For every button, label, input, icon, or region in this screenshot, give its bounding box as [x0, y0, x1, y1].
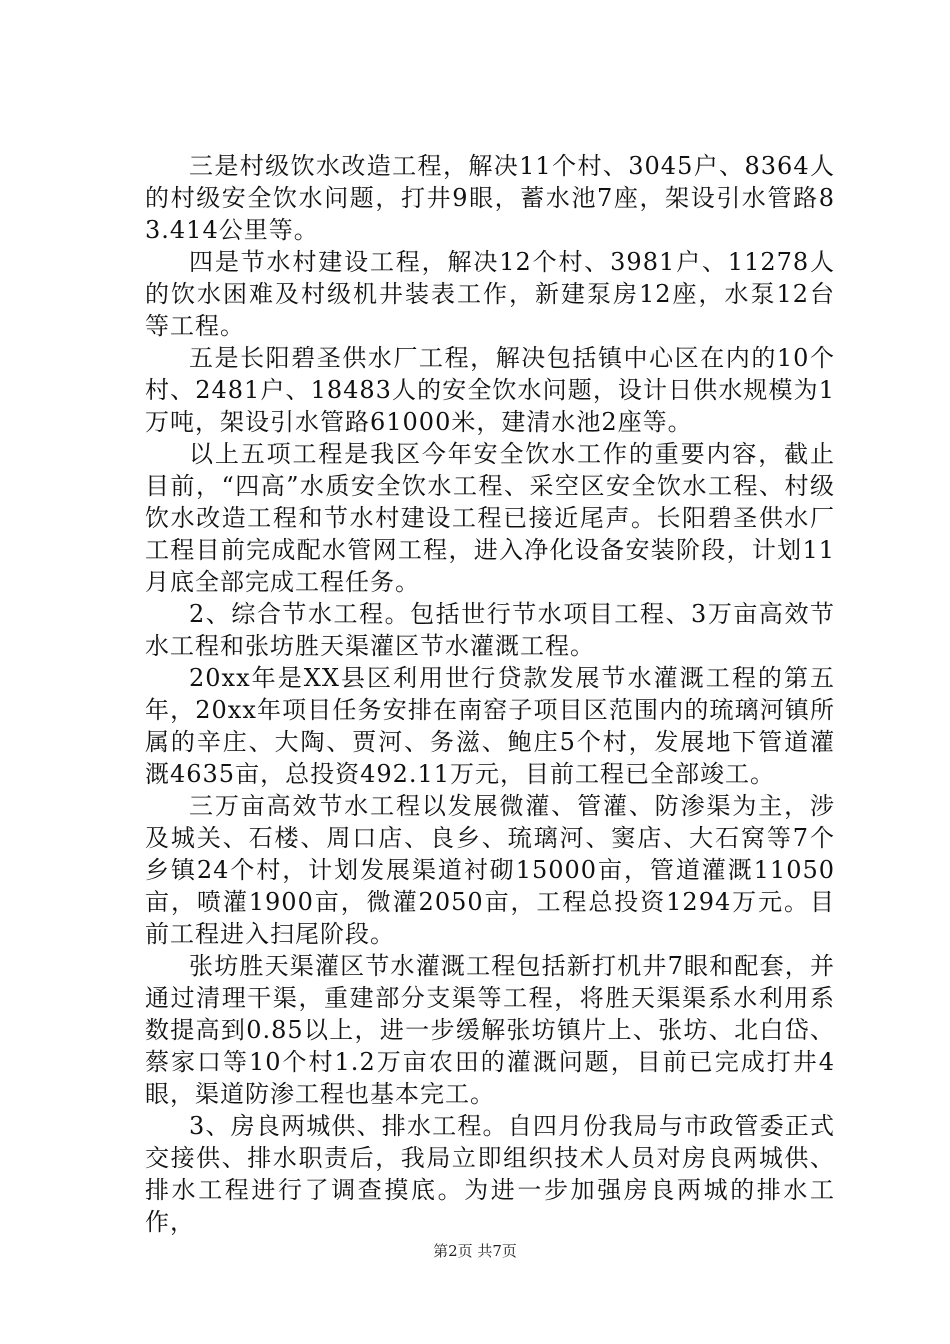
paragraph-five-projects-summary: 以上五项工程是我区今年安全饮水工作的重要内容，截止目前，“四高”水质安全饮水工程、采空区安全饮水工程、村级饮水改造工程和节水村建设工程已接近尾声。长阳碧圣供水厂工程目前完成配水管网工程，进入净化设备安装阶段，计划11月底全部完成工程任务。 [145, 440, 835, 596]
document-body [145, 150, 835, 1238]
paragraph-water-saving-villages: 四是节水村建设工程，解决12个村、3981户、11278人的饮水困难及村级机井装表工作，新建泵房12座，水泵12台等工程。 [145, 248, 835, 340]
paragraph-zhangfang-irrigation: 张坊胜天渠灌区节水灌溉工程包括新打机井7眼和配套，并通过清理干渠，重建部分支渠等工程，将胜天渠渠系水利用系数提高到0.85以上，进一步缓解张坊镇片上、张坊、北白岱、蔡家口等10个村1.2万亩农田的灌溉问题，目前已完成打井4眼，渠道防渗工程也基本完工。 [145, 952, 835, 1108]
paragraph-changyang-water-plant: 五是长阳碧圣供水厂工程，解决包括镇中心区在内的10个村、2481户、18483人的安全饮水问题，设计日供水规模为1万吨，架设引水管路61000米，建清水池2座等。 [145, 344, 835, 436]
page-footer: 第2页 共7页 [433, 1242, 517, 1260]
paragraph-world-bank-project: 20xx年是XX县区利用世行贷款发展节水灌溉工程的第五年，20xx年项目任务安排在南窑子项目区范围内的琉璃河镇所属的辛庄、大陶、贾河、务滋、鲍庄5个村，发展地下管道灌溉4635亩，总投资492.11万元，目前工程已全部竣工。 [145, 664, 835, 788]
paragraph-comprehensive-water-saving: 2、综合节水工程。包括世行节水项目工程、3万亩高效节水工程和张坊胜天渠灌区节水灌溉工程。 [145, 600, 835, 660]
paragraph-water-supply-drainage: 3、房良两城供、排水工程。自四月份我局与市政管委正式交接供、排水职责后，我局立即组织技术人员对房良两城供、排水工程进行了调查摸底。为进一步加强房良两城的排水工作， [145, 1112, 835, 1236]
paragraph-high-efficiency-project: 三万亩高效节水工程以发展微灌、管灌、防渗渠为主，涉及城关、石楼、周口店、良乡、琉璃河、窦店、大石窝等7个乡镇24个村，计划发展渠道衬砌15000亩，管道灌溉11050亩，喷灌1900亩，微灌2050亩，工程总投资1294万元。目前工程进入扫尾阶段。 [145, 792, 835, 948]
paragraph-village-water-renovation: 三是村级饮水改造工程，解决11个村、3045户、8364人的村级安全饮水问题，打井9眼，蓄水池7座，架设引水管路83.414公里等。 [145, 152, 835, 244]
